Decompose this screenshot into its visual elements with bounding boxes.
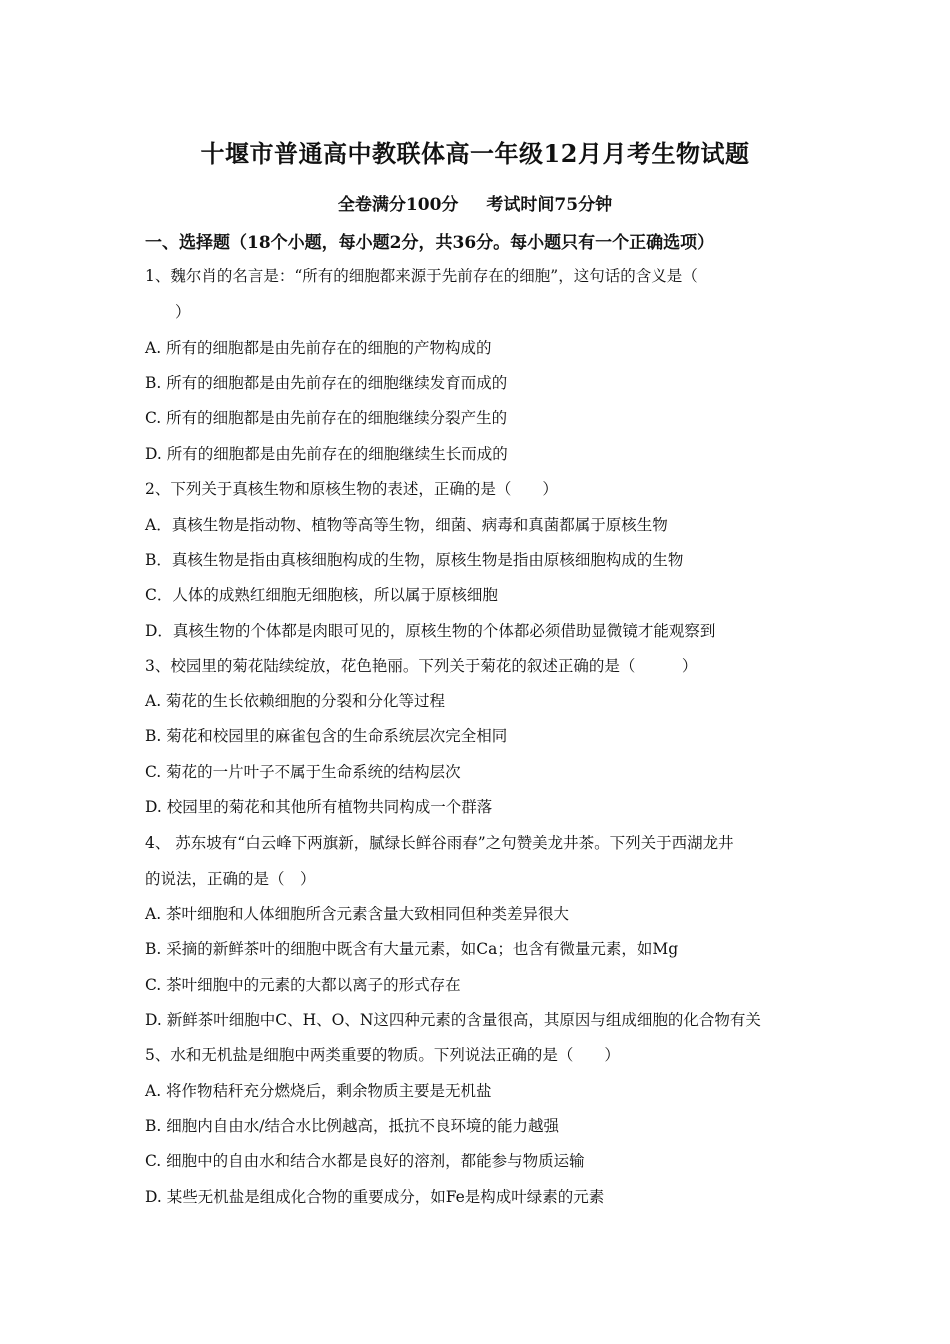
question-option: C. 所有的细胞都是由先前存在的细胞继续分裂产生的	[145, 409, 508, 427]
question-stem: 5、水和无机盐是细胞中两类重要的物质。下列说法正确的是（ ）	[145, 1046, 620, 1064]
question-option: B. 采摘的新鲜茶叶的细胞中既含有大量元素，如Ca；也含有微量元素，如Mg	[145, 940, 679, 958]
question-stem: 4、 苏东坡有“白云峰下两旗新，腻绿长鲜谷雨春”之句赞美龙井茶。下列关于西湖龙井	[145, 834, 734, 852]
question-option: B．真核生物是指由真核细胞构成的生物，原核生物是指由原核细胞构成的生物	[145, 551, 684, 569]
section-heading: 一、选择题（18个小题，每小题2分，共36分。每小题只有一个正确选项）	[145, 233, 715, 253]
question-option: A. 茶叶细胞和人体细胞所含元素含量大致相同但种类差异很大	[145, 905, 570, 923]
question-stem-continuation: ）	[175, 303, 191, 321]
question-option: C．人体的成熟红细胞无细胞核，所以属于原核细胞	[145, 586, 498, 604]
question-option: C. 茶叶细胞中的元素的大都以离子的形式存在	[145, 976, 461, 994]
question-option: D. 新鲜茶叶细胞中C、H、O、N这四种元素的含量很高，其原因与组成细胞的化合物有关	[145, 1011, 761, 1029]
question-option: B. 所有的细胞都是由先前存在的细胞继续发育而成的	[145, 374, 508, 392]
question-option: A．真核生物是指动物、植物等高等生物，细菌、病毒和真菌都属于原核生物	[145, 516, 668, 534]
question-stem-continuation: 的说法，正确的是（ ）	[145, 870, 316, 888]
question-option: D. 所有的细胞都是由先前存在的细胞继续生长而成的	[145, 445, 508, 463]
page-title: 十堰市普通高中教联体高一年级12月月考生物试题	[200, 139, 750, 168]
question-option: A. 菊花的生长依赖细胞的分裂和分化等过程	[145, 692, 446, 710]
question-option: B. 菊花和校园里的麻雀包含的生命系统层次完全相同	[145, 727, 508, 745]
question-option: A. 将作物秸秆充分燃烧后，剩余物质主要是无机盐	[145, 1082, 492, 1100]
question-option: A. 所有的细胞都是由先前存在的细胞的产物构成的	[145, 339, 492, 357]
question-stem: 1、魏尔肖的名言是：“所有的细胞都来源于先前存在的细胞”，这句话的含义是（	[145, 267, 698, 285]
question-stem: 2、下列关于真核生物和原核生物的表述，正确的是（ ）	[145, 480, 558, 498]
question-option: D．真核生物的个体都是肉眼可见的，原核生物的个体都必须借助显微镜才能观察到	[145, 622, 716, 640]
question-option: C. 细胞中的自由水和结合水都是良好的溶剂，都能参与物质运输	[145, 1152, 585, 1170]
question-option: D. 校园里的菊花和其他所有植物共同构成一个群落	[145, 798, 493, 816]
question-option: C. 菊花的一片叶子不属于生命系统的结构层次	[145, 763, 461, 781]
question-option: D. 某些无机盐是组成化合物的重要成分，如Fe是构成叶绿素的元素	[145, 1188, 605, 1206]
exam-info	[0, 190, 950, 215]
score-info: 全卷满分100分	[337, 195, 459, 215]
question-option: B. 细胞内自由水/结合水比例越高，抵抗不良环境的能力越强	[145, 1117, 559, 1135]
question-stem: 3、校园里的菊花陆续绽放，花色艳丽。下列关于菊花的叙述正确的是（ ）	[145, 657, 698, 675]
time-info: 考试时间75分钟	[486, 195, 613, 215]
